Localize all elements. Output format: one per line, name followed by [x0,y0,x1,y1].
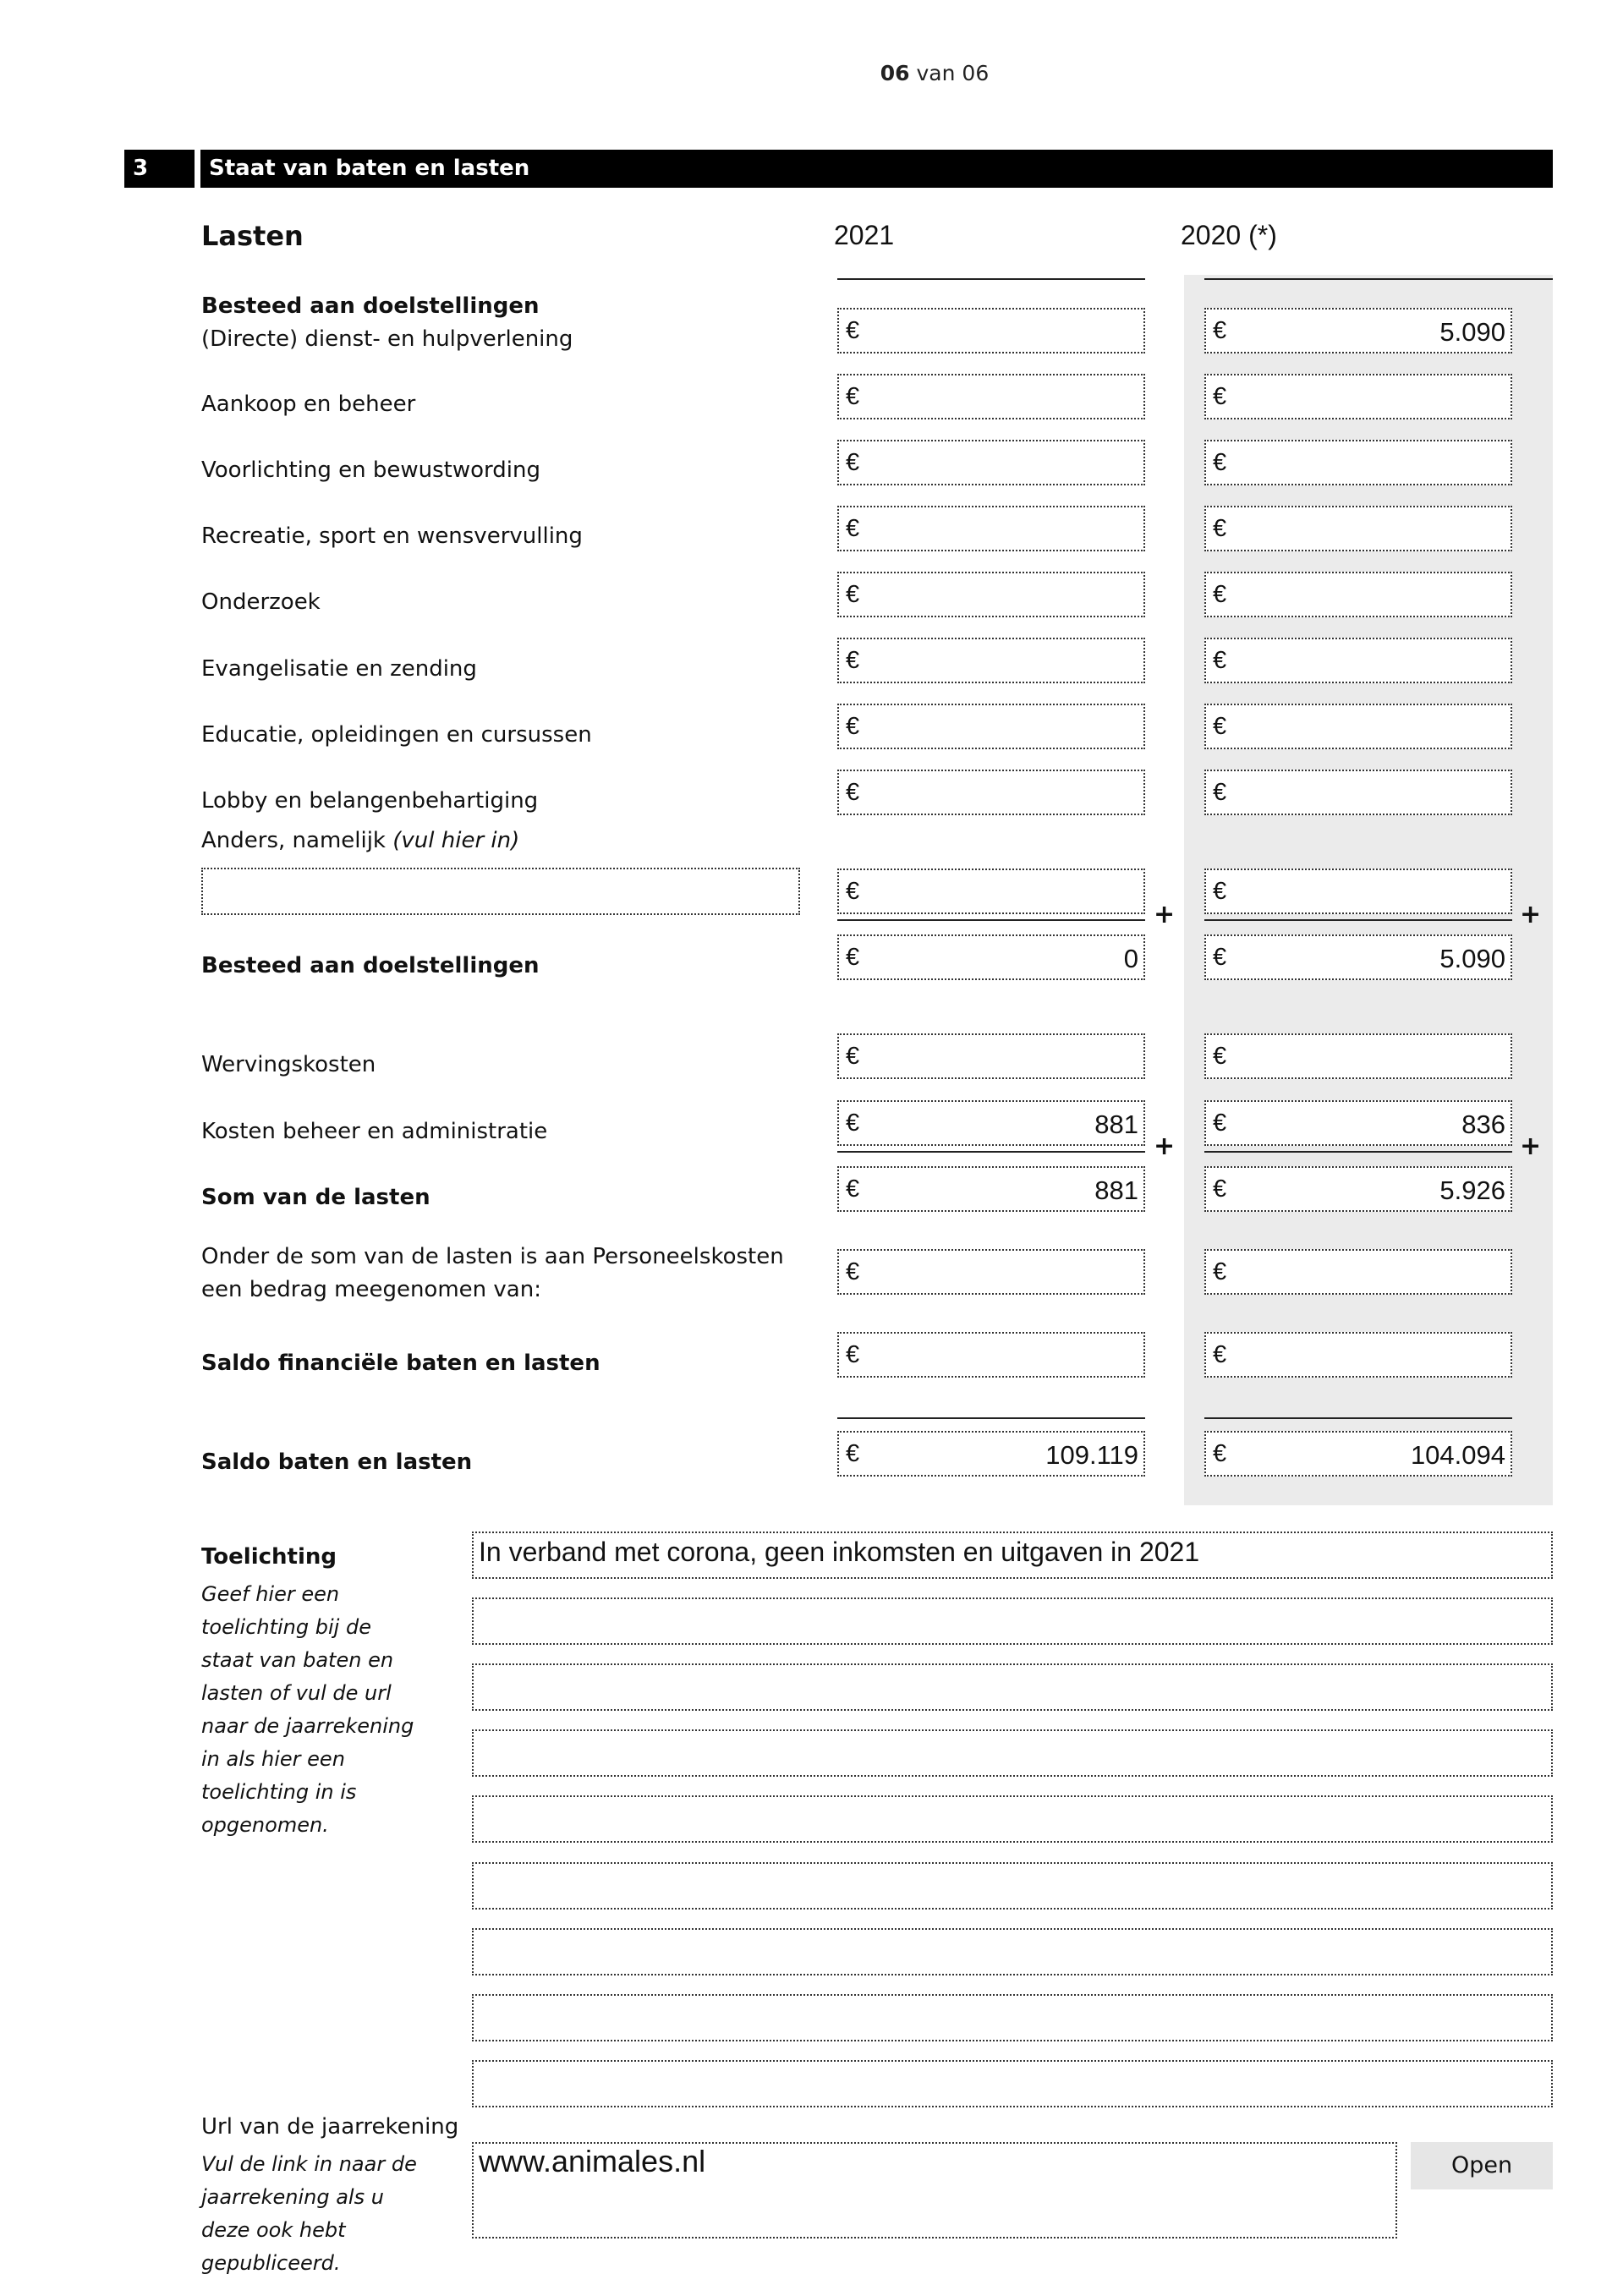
lobby-label: Lobby en belangenbehartiging [201,788,539,814]
som-2021-value: 881 [1094,1175,1138,1205]
currency-sign: € [1213,1043,1227,1070]
lobby-2020-field[interactable] [1204,770,1512,815]
currency-sign: € [846,1175,860,1203]
aankoop-2021-field[interactable] [837,374,1145,419]
currency-sign: € [1213,1175,1227,1203]
aankoop-label: Aankoop en beheer [201,392,416,417]
header-rule-previous [1204,278,1553,280]
onderzoek-2021-field[interactable] [837,572,1145,617]
werving-label: Wervingskosten [201,1052,376,1077]
currency-sign: € [1213,1258,1227,1285]
saldo-2021-value: 109.119 [1045,1440,1138,1470]
currency-sign: € [1213,383,1227,410]
toelichting-line-3[interactable] [472,1663,1553,1711]
anders-label [201,824,519,858]
currency-sign: € [1213,449,1227,476]
toelichting-line-6[interactable] [472,1862,1553,1910]
currency-sign: € [1213,1341,1227,1368]
toelichting-line-4[interactable] [472,1729,1553,1777]
besteed-total-label: Besteed aan doelstellingen [201,953,540,978]
currency-sign: € [846,317,860,344]
page-current: 06 [880,61,910,85]
som-label: Som van de lasten [201,1185,430,1210]
currency-sign: € [1213,317,1227,344]
open-url-button[interactable]: Open [1411,2142,1553,2189]
currency-sign: € [846,1440,860,1467]
som-rule-2020 [1204,1151,1512,1153]
recreatie-label: Recreatie, sport en wensvervulling [201,523,583,549]
saldo-label: Saldo baten en lasten [201,1449,473,1475]
personeel-2020-field[interactable] [1204,1249,1512,1295]
saldo-2020-field[interactable] [1204,1431,1512,1477]
som-2020-field[interactable] [1204,1166,1512,1212]
currency-sign: € [1213,1440,1227,1467]
besteed-total-2021-field[interactable] [837,934,1145,980]
section-title: Staat van baten en lasten [200,150,1553,188]
page-number [0,61,1623,85]
recreatie-2020-field[interactable] [1204,506,1512,551]
toelichting-line-8[interactable] [472,1994,1553,2041]
header-rule-current [837,278,1145,280]
toelichting-line-9[interactable] [472,2060,1553,2107]
plus-sign: + [1520,1132,1542,1161]
currency-sign: € [1213,581,1227,608]
plus-sign: + [1154,1132,1176,1161]
som-rule-2021 [837,1151,1145,1153]
currency-sign: € [846,1043,860,1070]
currency-sign: € [846,449,860,476]
url-input[interactable] [472,2142,1397,2238]
subtotal-rule-2020 [1204,919,1512,921]
currency-sign: € [1213,515,1227,542]
besteed-total-2020-value: 5.090 [1439,944,1505,973]
directe-label: (Directe) dienst- en hulpverlening [201,326,573,352]
directe-2020-value: 5.090 [1439,317,1505,347]
som-2021-field[interactable] [837,1166,1145,1212]
personeel-label-line2: een bedrag meegenomen van: [201,1277,541,1302]
toelichting-description: Geef hier een toelichting bij de staat van baten en lasten of vul de url naar de jaarrekening in als hier een toelichting in is opgenomen. [201,1582,414,1837]
subtotal-rule-2021 [837,919,1145,921]
anders-label-hint: (vul hier in) [392,828,520,853]
beheer-label: Kosten beheer en administratie [201,1119,548,1144]
evangelisatie-2021-field[interactable] [837,638,1145,683]
currency-sign: € [846,1341,860,1368]
plus-sign: + [1520,900,1542,929]
page-separator: van [916,61,956,85]
werving-2020-field[interactable] [1204,1033,1512,1079]
beheer-2020-value: 836 [1461,1110,1505,1139]
url-title: Url van de jaarrekening [201,2114,459,2140]
onderzoek-label: Onderzoek [201,589,321,615]
currency-sign: € [1213,713,1227,740]
currency-sign: € [846,779,860,806]
anders-description-input[interactable] [201,868,800,915]
currency-sign: € [846,581,860,608]
besteed-total-2021-value: 0 [1123,944,1138,973]
currency-sign: € [846,944,860,971]
toelichting-line-5[interactable] [472,1795,1553,1843]
personeel-2021-field[interactable] [837,1249,1145,1295]
saldo-rule-2021 [837,1417,1145,1419]
beheer-2020-field[interactable] [1204,1100,1512,1146]
educatie-label: Educatie, opleidingen en cursussen [201,722,592,748]
evangelisatie-label: Evangelisatie en zending [201,656,477,682]
year-previous-header: 2020 (*) [1181,220,1277,250]
toelichting-line-2[interactable] [472,1597,1553,1645]
currency-sign: € [1213,779,1227,806]
financieel-2021-field[interactable] [837,1332,1145,1378]
currency-sign: € [846,647,860,674]
url-value: www.animales.nl [479,2144,706,2178]
table-heading: Lasten [201,220,304,252]
currency-sign: € [1213,647,1227,674]
educatie-2021-field[interactable] [837,704,1145,749]
url-description: Vul de link in naar de jaarrekening als u deze ook hebt gepubliceerd. [201,2152,417,2275]
voorlichting-2020-field[interactable] [1204,440,1512,485]
beheer-2021-value: 881 [1094,1110,1138,1139]
personeel-label-line1: Onder de som van de lasten is aan Personeelskosten [201,1244,784,1269]
year-current-header: 2021 [834,220,895,250]
som-2020-value: 5.926 [1439,1175,1505,1205]
voorlichting-2021-field[interactable] [837,440,1145,485]
beheer-2021-field[interactable] [837,1100,1145,1146]
anders-label-text: Anders, namelijk [201,828,386,853]
currency-sign: € [1213,944,1227,971]
currency-sign: € [1213,1110,1227,1137]
currency-sign: € [846,878,860,905]
aankoop-2020-field[interactable] [1204,374,1512,419]
evangelisatie-2020-field[interactable] [1204,638,1512,683]
onderzoek-2020-field[interactable] [1204,572,1512,617]
lobby-2021-field[interactable] [837,770,1145,815]
saldo-rule-2020 [1204,1417,1512,1419]
section-number: 3 [124,150,195,188]
directe-2020-field[interactable] [1204,308,1512,353]
page-total: 06 [962,61,990,85]
financieel-2020-field[interactable] [1204,1332,1512,1378]
saldo-2021-field[interactable] [837,1431,1145,1477]
toelichting-title: Toelichting [201,1544,337,1570]
besteed-total-2020-field[interactable] [1204,934,1512,980]
voorlichting-label: Voorlichting en bewustwording [201,458,540,483]
recreatie-2021-field[interactable] [837,506,1145,551]
werving-2021-field[interactable] [837,1033,1145,1079]
toelichting-line-7[interactable] [472,1928,1553,1975]
besteed-group-label: Besteed aan doelstellingen [201,293,540,319]
anders-2021-field[interactable] [837,869,1145,914]
saldo-2020-value: 104.094 [1410,1440,1505,1470]
currency-sign: € [846,383,860,410]
educatie-2020-field[interactable] [1204,704,1512,749]
currency-sign: € [846,1110,860,1137]
currency-sign: € [846,515,860,542]
plus-sign: + [1154,900,1176,929]
currency-sign: € [846,1258,860,1285]
financieel-label: Saldo financiële baten en lasten [201,1351,600,1376]
currency-sign: € [846,713,860,740]
directe-2021-field[interactable] [837,308,1145,353]
toelichting-line-text: In verband met corona, geen inkomsten en uitgaven in 2021 [479,1537,1200,1567]
toelichting-line-1[interactable] [472,1532,1553,1579]
currency-sign: € [1213,878,1227,905]
anders-2020-field[interactable] [1204,869,1512,914]
